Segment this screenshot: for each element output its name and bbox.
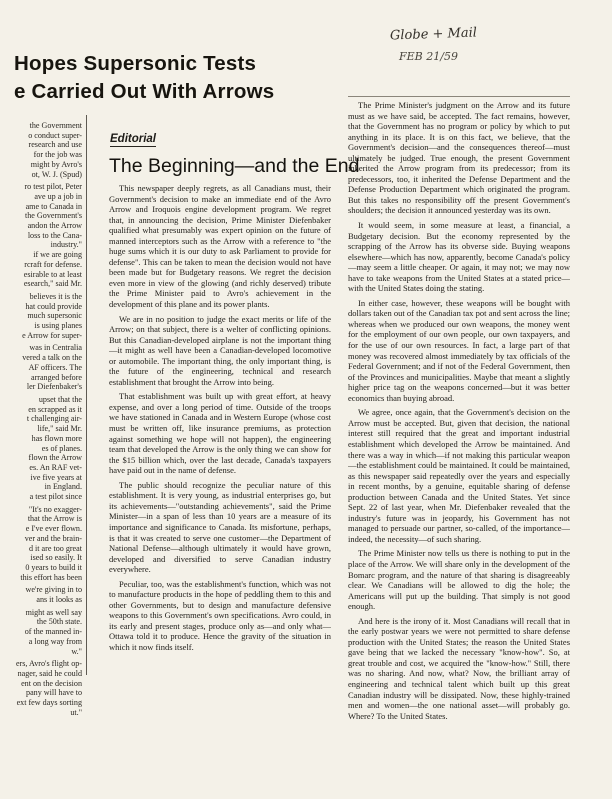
- left-column-paragraph: "It's no exagger- that the Arrow is e I've ever flown. ver and the brain- d it are too great ised so easily. It 0 years to build it this effort has been: [20, 504, 82, 582]
- editorial-paragraph: That establishment was built up with great effort, at heavy expense, and over a long period of time. Outside of the troops we have stationed in Canada and in Western Europe (whose cost must be written off, like insurance premiums, as protection against something we hope will not happen), the engineering team that developed the Arrow is the only thing we can show for the $15 billion which, over the last decade, Canada's taxpayers have paid out in the name of defense.: [109, 391, 331, 476]
- headline-line-1: Hopes Supersonic Tests: [14, 52, 257, 75]
- clipping-headline: [14, 50, 314, 106]
- left-news-column: [0, 121, 82, 791]
- left-column-paragraph: believes it is the hat could provide much supersonic is using planes e Arrow for super-: [22, 291, 82, 340]
- editorial-paragraph: The Prime Minister's judgment on the Arrow and its future must as we have said, be accepted. The fact remains, however, that the Government has no program or policy by which to put anything in its place. It is on this fact, we believe, that the Government's decision—and the consequences thereof—must ultimately be judged. True enough, the present Government inherited the Arrow program from its predecessor; from its predecessors, too, it inherited the Defense Department and the Defense Production Department which originated the program. But this takes no responsibility off the present Government's shoulders; the decision it announced yesterday was its own.: [348, 100, 570, 216]
- editorial-paragraph: In either case, however, these weapons will be bought with dollars taken out of the Canadian tax pot and sent across the line; whereas when we produced our own weapons, the money went for the employment of our own people, our own taxpayers, and for the use of our own resources. In fact, a large part of that money was recovered almost immediately by tax officials of the Federal Government; and if not of the Federal Government, then of the Provinces and municipalities. Maybe that meant a slightly higher price tag on the weapons concerned—but it was better economics than buying abroad.: [348, 297, 570, 403]
- left-column-paragraph: we're giving in to ans it looks as: [25, 585, 82, 605]
- editorial-label: Editorial: [110, 133, 157, 145]
- left-column-paragraph: the Government o conduct super- research and use for the job was might by Avro's ot, W. J. (Spud): [28, 121, 82, 179]
- left-column-paragraph: might as well say the 50th state. of the manned in- a long way from w.": [24, 607, 82, 656]
- editorial-paragraph: We are in no position to judge the exact merits or life of the Arrow; on that subject, there is a welter of conflicting opinions. But this Canadian-developed airplane is not the important thing—it might as well have been a Canadian-developed locomotive or automobile. The important thing, the only important thing, is the future of the engineering, technical and research establishment that brought the Arrow into being.: [109, 313, 331, 387]
- left-column-paragraph: ro test pilot, Peter ave up a job in ame to Canada in the Government's andon the Arrow loss to the Cana- industry." if we are going rcraft for defense. esirable to at least esearch," said Mr.: [23, 182, 82, 289]
- editorial-middle-column: [109, 183, 331, 773]
- handwritten-date-note: FEB 21/59: [399, 50, 458, 63]
- editorial-paragraph: Peculiar, too, was the establishment's function, which was not to manufacture products in the hope of peddling them to this and other Governments, but to design and manufacture defensive weapons to this Government's own specifications. Avro could, in its early and present stages, produce only as—and only what—Ottawa told it to produce. Hence the gravity of the situation in which it now finds itself.: [109, 578, 331, 652]
- editorial-title: The Beginning—and the End: [109, 155, 360, 177]
- editorial-paragraph: This newspaper deeply regrets, as all Canadians must, their Government's decision to make an immediate end of the Avro Arrow and Iroquois engine development program. We regret that, in announcing the decision, Prime Minister Diefenbaker qualified what presumably was expert opinion on the future of manned interceptors such as the Arrow with a reference to "the huge sums which it is our duty to ask Parliament to provide for defense". This can be taken to mean the decision would not have been made but for Budgetary reasons. We regret the decision even more in view of the glowing (and richly deserved) tribute the Prime Minister paid to Avro's achievement in the development of this plane and its power plants.: [109, 183, 331, 310]
- editorial-paragraph: And here is the irony of it. Most Canadians will recall that in the early postwar years we were not permitted to share defense production with the United States; the reason the United States gave being that we lacked the necessary "know-how". So, at great trouble and cost, we acquired the "know-how." Still, there was no sharing. And now, what? Now, the brilliant array of engineering and technical talent which built up this great Canadian industry will be dissipated. Now, these highly-trained men and women—the one national asset—will probably go. Where? To the United States.: [348, 615, 570, 721]
- editorial-right-column: [348, 100, 570, 785]
- column-top-rule: [348, 96, 570, 97]
- editorial-paragraph: It would seem, in some measure at least, a financial, a Budgetary decision. But the economy represented by the scrapping of the Arrow has its obverse side. Buying weapons elsewhere—which has now, apparently, become Canada's policy—may seem a little cheaper. Or again, it may not; we may now have to take weapons from the United States at a stated price—with the United States doing the stating.: [348, 220, 570, 294]
- handwritten-source-note: Globe + Mail: [389, 25, 478, 44]
- left-column-paragraph: ers, Avro's flight op- nager, said he could ent on the decision pany will have to ext few days sorting ut.": [15, 659, 82, 717]
- editorial-paragraph: The public should recognize the peculiar nature of this establishment. It is very young, as industrial enterprises go, but its achievements—"outstanding achievements", said the Prime Minister—in a span of less than 10 years are a measure of its importance and significance to Canada. Its misfortune, perhaps, is that it was created to serve one customer—the Department of National Defense—although ultimately it would have grown, developed and diversified to serve Canadian industry everywhere.: [109, 479, 331, 575]
- editorial-paragraph: The Prime Minister now tells us there is nothing to put in the place of the Arrow. We will share only in the development of the Bomarc program, and the nature of that sharing is disagreeably clear. We Canadians will be allowed to dig the hole; the Americans will put up the building. That simply is not good enough.: [348, 548, 570, 612]
- column-divider: [86, 115, 87, 675]
- left-column-paragraph: was in Centralia vered a talk on the AF officers. The arranged before ler Diefenbaker's: [22, 343, 82, 392]
- left-column-paragraph: upset that the en scrapped as it t challenging air- life," said Mr. has flown more es of planes. flown the Arrow es. An RAF vet- ive five years at in England. a test pilot since: [26, 394, 82, 502]
- editorial-paragraph: We agree, once again, that the Government's decision on the Arrow must be accepted. But, given that decision, the national interest still required that the great and important industrial establishment which developed the Arrow be maintained. And there was a way in which—if not making this particular weapon—the establishment could be maintained. It could be maintained, as this newspaper said repeatedly over the years and especially in recent months, by a genuine, equitable sharing of defense production between Canada and the United States. Yet since Sept. 22 of last year, when Mr. Diefenbaker revealed that the industry's future was in jeopardy, his Government has not managed to persuade our partner, so-called, of the importance—indeed, the necessity—of such sharing.: [348, 407, 570, 544]
- headline-line-2: e Carried Out With Arrows: [14, 80, 275, 103]
